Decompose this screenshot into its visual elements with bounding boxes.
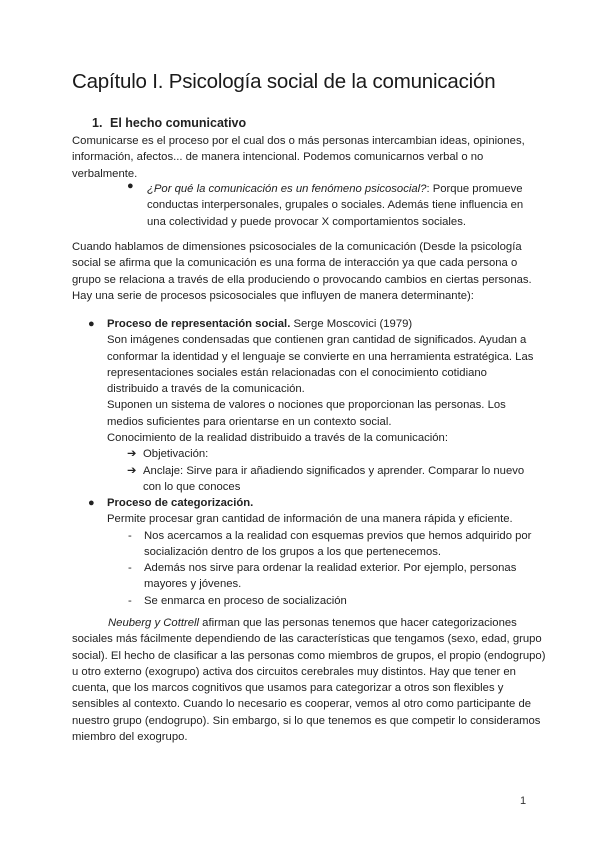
arrow-icon: ➔ [127, 464, 137, 477]
representation-heading [107, 316, 538, 332]
dash-marker: - [128, 562, 132, 575]
representation-author: Serge Moscovici (1979) [290, 318, 413, 330]
answer-text: : Porque promueve conductas interpersonales, grupales o sociales. Además tiene influencia en una colectividad y puede provocar X comportamientos sociales. [147, 183, 524, 228]
section-heading [92, 116, 246, 130]
categorization-p1: Permite procesar gran cantidad de información de una manera rápida y eficiente. [107, 513, 513, 526]
dash-marker: - [128, 594, 132, 607]
categorization-section [88, 495, 538, 609]
categorization-list [107, 528, 538, 609]
section-title: El hecho comunicativo [110, 116, 247, 130]
chapter-title: Capítulo I. Psicología social de la comunicación [72, 70, 496, 93]
question-text: ¿Por qué la comunicación es un fenómeno psicosocial? [147, 183, 427, 195]
question-bullet [147, 181, 527, 230]
representation-title: Proceso de representación social. [107, 318, 291, 330]
list-item: - Además nos sirve para ordenar la realidad exterior. Por ejemplo, personas mayores y jóvenes. [128, 562, 517, 591]
section-number: 1. [92, 116, 103, 130]
list-item: ➔ Objetivación: [107, 446, 538, 462]
representation-p1: Son imágenes condensadas que contienen gran cantidad de significados. Ayudan a conformar la identidad y el lenguaje se convierte en una herramienta estratégica. Las representaciones sociales están relacionadas con el conocimiento cotidiano distribuido a través de la comunicación. [107, 334, 534, 396]
bullet-marker: ● [88, 318, 95, 330]
final-text: afirman que las personas tenemos que hacer categorizaciones sociales más fácilmente dependiendo de las características que tengamos (sexo, edad, grupo social). El hecho de clasificar a las personas como miembros de grupos, el propio (endogrupo) u otro externo (exogrupo) activa dos circuitos cerebrales muy distintos. Hay que tener en cuenta, que los marcos cognitivos que usamos para categorizar a otros son flexibles y sensibles al contexto. Cuando lo necesario es cooperar, vemos al otro como participante de nuestro grupo (endogrupo). Sin embargo, si lo que tenemos es que competir lo consideramos miembro del exogrupo. [72, 617, 546, 744]
list-item: - Se enmarca en proceso de socialización [107, 593, 538, 609]
representation-section [88, 316, 538, 495]
categorization-title: Proceso de categorización. [107, 497, 254, 509]
representation-list [107, 446, 538, 495]
list-item: - Nos acercamos a la realidad con esquemas previos que hemos adquirido por socialización dentro de los grupos a los que pertenecemos. [128, 529, 532, 558]
arrow-icon: ➔ [127, 448, 137, 461]
bullet-marker: ● [88, 497, 95, 509]
dimensions-paragraph: Cuando hablamos de dimensiones psicosociales de la comunicación (Desde la psicología social se afirma que la comunicación es una forma de interacción ya que cada persona o grupo se relaciona a través de ella produciendo o provocando cambios en ciertas personas. Hay una serie de procesos psicosociales que influyen de manera determinante): [72, 241, 532, 302]
final-paragraph [72, 615, 547, 745]
list-item: ➔ Anclaje: Sirve para ir añadiendo significados y aprender. Comparar lo nuevo con lo que conoces [127, 464, 525, 493]
dash-marker: - [128, 529, 132, 542]
intro-paragraph: Comunicarse es el proceso por el cual dos o más personas intercambian ideas, opiniones, información, afectos... de manera intencional. Podemos comunicarnos verbal o no verbalmente. [72, 135, 525, 180]
bullet-marker: ● [127, 180, 134, 192]
final-authors: Neuberg y Cottrell [108, 617, 200, 629]
representation-p3: Conocimiento de la realidad distribuido a través de la comunicación: [107, 432, 448, 445]
page-number: 1 [520, 795, 527, 807]
representation-p2: Suponen un sistema de valores o nociones que proporcionan las personas. Los medios suficientes para orientarse en un contexto social. [107, 399, 506, 428]
